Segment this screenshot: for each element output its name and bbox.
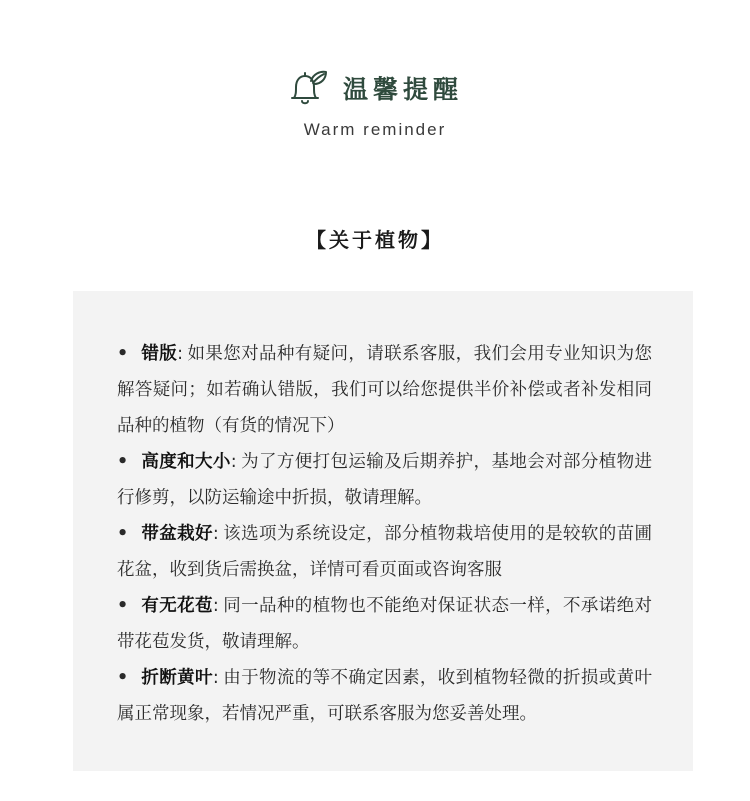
note-colon: :: [212, 524, 219, 544]
title-chinese: 温馨提醒: [342, 75, 463, 104]
note-item-flower-buds: [117, 588, 652, 660]
note-text: 同一品种的植物也不能绝对保证状态一样，不承诺绝对带花苞发货，敬请理解。: [117, 596, 653, 652]
bullet: •: [117, 524, 129, 544]
bell-leaf-icon: [287, 68, 329, 108]
bullet: •: [117, 668, 129, 688]
title-row: [0, 66, 750, 110]
note-text: 为了方便打包运输及后期养护，基地会对部分植物进行修剪，以防运输途中折损，敬请理解。: [117, 452, 652, 508]
bullet: •: [117, 344, 129, 364]
note-text: 该选项为系统设定，部分植物栽培使用的是较软的苗圃花盆，收到货后需换盆，详情可看页面或咨询客服: [117, 524, 653, 580]
note-item-broken-yellow-leaves: [117, 660, 652, 732]
note-colon: :: [230, 452, 237, 472]
note-text: 由于物流的等不确定因素，收到植物轻微的折损或黄叶属正常现象，若情况严重，可联系客服为您妥善处理。: [117, 668, 653, 724]
notes-list: [117, 336, 652, 732]
note-colon: :: [212, 596, 219, 616]
note-text: 如果您对品种有疑问，请联系客服，我们会用专业知识为您解答疑问；如若确认错版，我们可以给您提供半价补偿或者补发相同品种的植物（有货的情况下）: [117, 344, 653, 436]
title-english: Warm reminder: [303, 120, 447, 139]
note-term: 有无花苞: [141, 596, 213, 616]
note-item-misprint: [117, 336, 652, 444]
bullet: •: [117, 452, 129, 472]
note-colon: :: [212, 668, 219, 688]
notes-panel: [73, 291, 693, 771]
reminder-header: [0, 66, 750, 140]
note-term: 错版: [141, 344, 178, 364]
note-item-height-size: [117, 444, 652, 516]
note-term: 折断黄叶: [141, 668, 213, 688]
note-colon: :: [177, 344, 184, 364]
note-term: 高度和大小: [141, 452, 231, 472]
note-item-with-pot: [117, 516, 652, 588]
section-title: 【关于植物】: [306, 228, 444, 252]
bullet: •: [117, 596, 129, 616]
note-term: 带盆栽好: [141, 524, 213, 544]
